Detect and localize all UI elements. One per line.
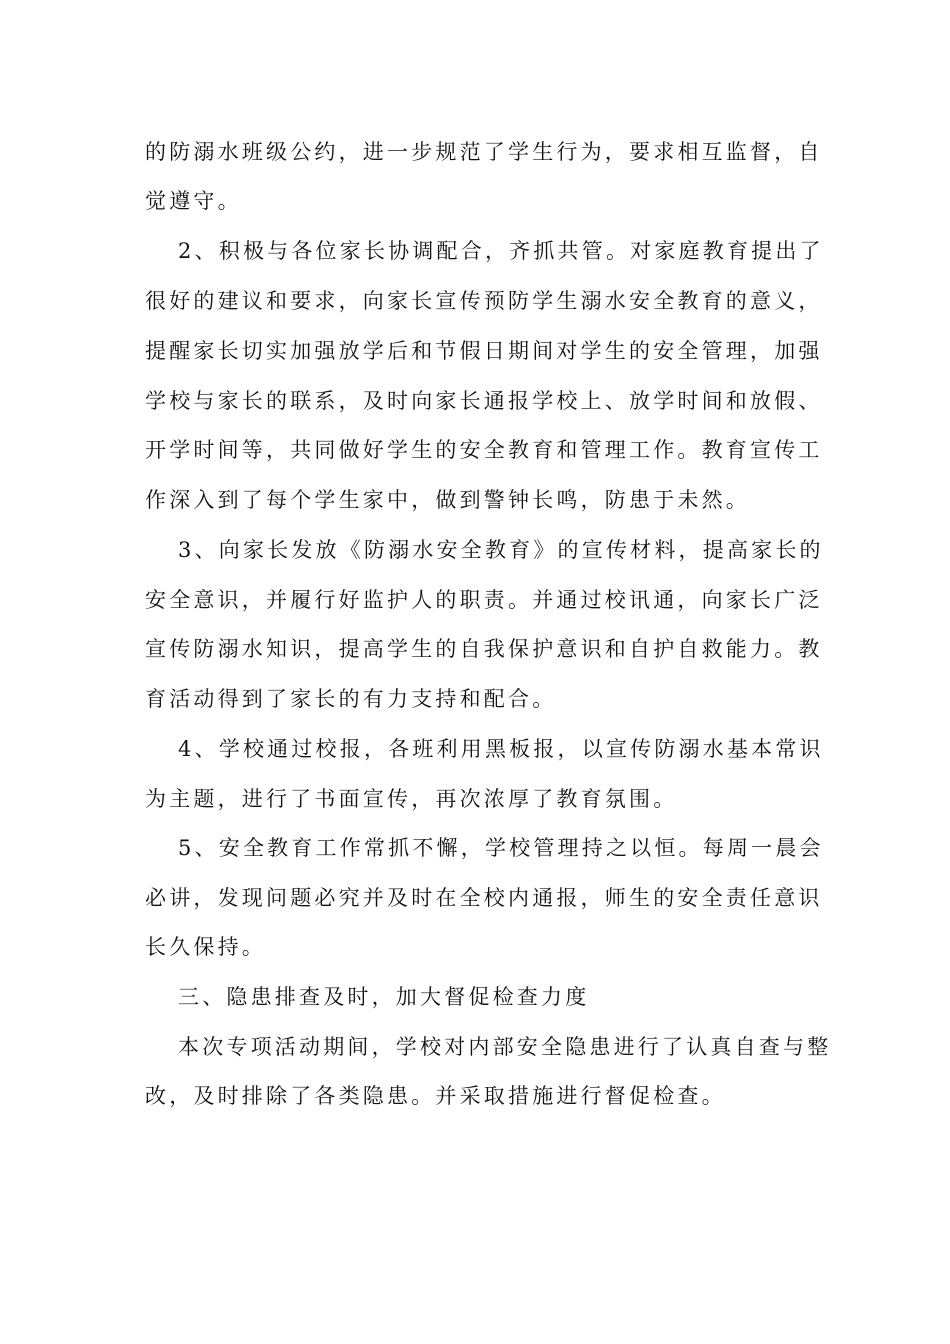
- paragraph-3-start: 3、向家长发放《防溺水安全教育》的宣传材料，提高家长的: [178, 538, 824, 562]
- text-line: 作深入到了每个学生家中，做到警钟长鸣，防患于未然。: [145, 488, 750, 512]
- text-line: 长久保持。: [145, 935, 266, 959]
- text-line: 改，及时排除了各类隐患。并采取措施进行督促检查。: [145, 1084, 726, 1108]
- text-line: 安全意识，并履行好监护人的职责。并通过校讯通，向家长广泛: [145, 588, 823, 612]
- text-line: 宣传防溺水知识，提高学生的自我保护意识和自护自救能力。教: [145, 637, 823, 661]
- text-line: 的防溺水班级公约，进一步规范了学生行为，要求相互监督，自: [145, 140, 823, 164]
- paragraph-4-start: 4、学校通过校报，各班利用黑板报，以宣传防溺水基本常识: [178, 737, 824, 761]
- text-line: 觉遵守。: [145, 189, 242, 213]
- paragraph-5-start: 5、安全教育工作常抓不懈，学校管理持之以恒。每周一晨会: [178, 836, 824, 860]
- paragraph-2-start: 2、积极与各位家长协调配合，齐抓共管。对家庭教育提出了: [178, 239, 824, 263]
- text-line: 学校与家长的联系，及时向家长通报学校上、放学时间和放假、: [145, 389, 823, 413]
- text-line: 育活动得到了家长的有力支持和配合。: [145, 687, 557, 711]
- paragraph-start: 本次专项活动期间，学校对内部安全隐患进行了认真自查与整: [178, 1035, 832, 1059]
- section-heading: 三、隐患排查及时，加大督促检查力度: [178, 985, 590, 1009]
- text-line: 提醒家长切实加强放学后和节假日期间对学生的安全管理，加强: [145, 339, 823, 363]
- text-line: 为主题，进行了书面宣传，再次浓厚了教育氛围。: [145, 787, 678, 811]
- text-line: 开学时间等，共同做好学生的安全教育和管理工作。教育宣传工: [145, 438, 823, 462]
- text-line: 必讲，发现问题必究并及时在全校内通报，师生的安全责任意识: [145, 886, 823, 910]
- text-line: 很好的建议和要求，向家长宣传预防学生溺水安全教育的意义，: [145, 289, 823, 313]
